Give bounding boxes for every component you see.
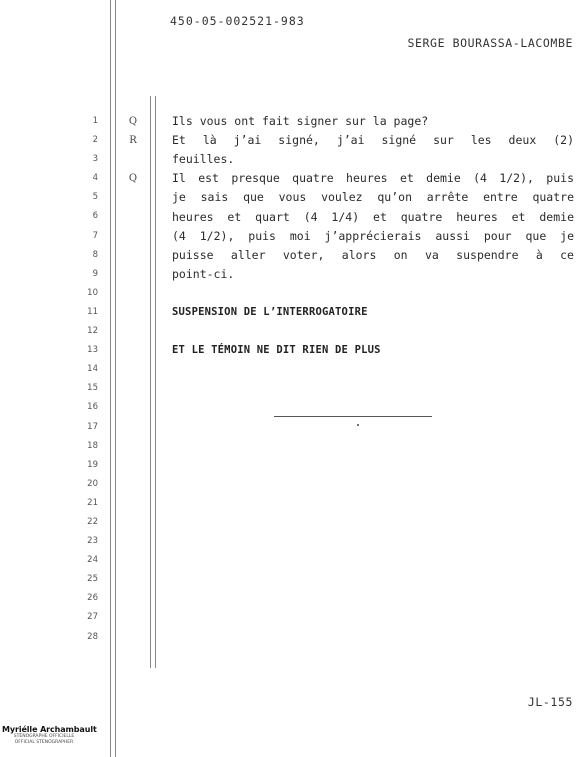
line-number: 5: [92, 192, 98, 203]
line-number: 14: [87, 364, 98, 375]
line-number: 18: [87, 440, 98, 451]
line-number: 28: [87, 631, 98, 642]
transcript-heading: ET LE TÉMOIN NE DIT RIEN DE PLUS: [172, 344, 381, 357]
transcript-line: heures et quart (4 1/4) et quatre heures et demie: [172, 209, 574, 224]
transcript-line: puisse aller voter, alors on va suspendre à ce: [172, 247, 574, 262]
witness-name: SERGE BOURASSA-LACOMBE: [407, 36, 573, 50]
page-reference: JL-155: [527, 695, 573, 709]
transcript-heading: SUSPENSION DE L’INTERROGATOIRE: [172, 306, 368, 318]
transcript-line: Ils vous ont fait signer sur la page?: [172, 114, 429, 128]
line-number: 11: [87, 306, 98, 317]
line-number: 26: [87, 593, 98, 604]
end-of-deposition-rule: [274, 416, 432, 417]
transcript-line: feuilles.: [172, 152, 235, 167]
line-number: 17: [87, 421, 98, 432]
line-number: 6: [92, 211, 98, 222]
line-number: 12: [87, 326, 98, 337]
line-number: 7: [92, 230, 98, 241]
line-number: 27: [87, 612, 98, 623]
line-number: 21: [87, 497, 98, 508]
transcript-line: Et là j’ai signé, j’ai signé sur les deux (2): [172, 133, 574, 148]
line-number: 13: [87, 345, 98, 356]
text-margin-rule-left: [150, 96, 151, 668]
line-number: 9: [92, 268, 98, 279]
speaker-marker: R: [129, 135, 137, 147]
line-number: 22: [87, 516, 98, 527]
line-number: 24: [87, 555, 98, 566]
left-margin-rule-inner: [115, 0, 116, 757]
left-margin-rule-outer: [110, 0, 111, 757]
line-number: 10: [87, 287, 98, 298]
speaker-marker: Q: [128, 116, 138, 127]
line-number: 25: [87, 574, 98, 585]
line-number: 1: [92, 116, 98, 126]
stenographer-title-fr: STÉNOGRAPHE OFFICIELLE: [13, 734, 75, 739]
line-number: 4: [92, 173, 98, 184]
line-number: 2: [92, 135, 98, 146]
speaker-marker: Q: [128, 173, 138, 185]
stenographer-name: Myriélle Archambault: [2, 725, 97, 734]
line-number: 19: [87, 459, 98, 470]
line-number: 20: [87, 478, 98, 489]
line-number: 8: [92, 249, 98, 260]
line-number: 23: [87, 536, 98, 547]
line-number: 15: [87, 383, 98, 394]
text-margin-rule-right: [155, 96, 156, 668]
line-number: 16: [87, 402, 98, 413]
transcript-line: (4 1/2), puis moi j’apprécierais aussi pour que je: [172, 228, 574, 243]
stenographer-stamp: [2, 725, 97, 746]
stenographer-title-en: OFFICIAL STENOGRAPHER: [14, 740, 74, 745]
transcript-line: je sais que vous voulez qu’on arrête entre quatre: [172, 190, 574, 205]
transcript-line: point-ci.: [172, 266, 235, 281]
transcript-line: Il est presque quatre heures et demie (4 1/2), puis: [172, 171, 574, 186]
line-number: 3: [92, 154, 98, 165]
file-number: 450-05-002521-983: [170, 14, 305, 28]
stray-mark: [357, 424, 359, 426]
line-number-column: [84, 112, 98, 647]
